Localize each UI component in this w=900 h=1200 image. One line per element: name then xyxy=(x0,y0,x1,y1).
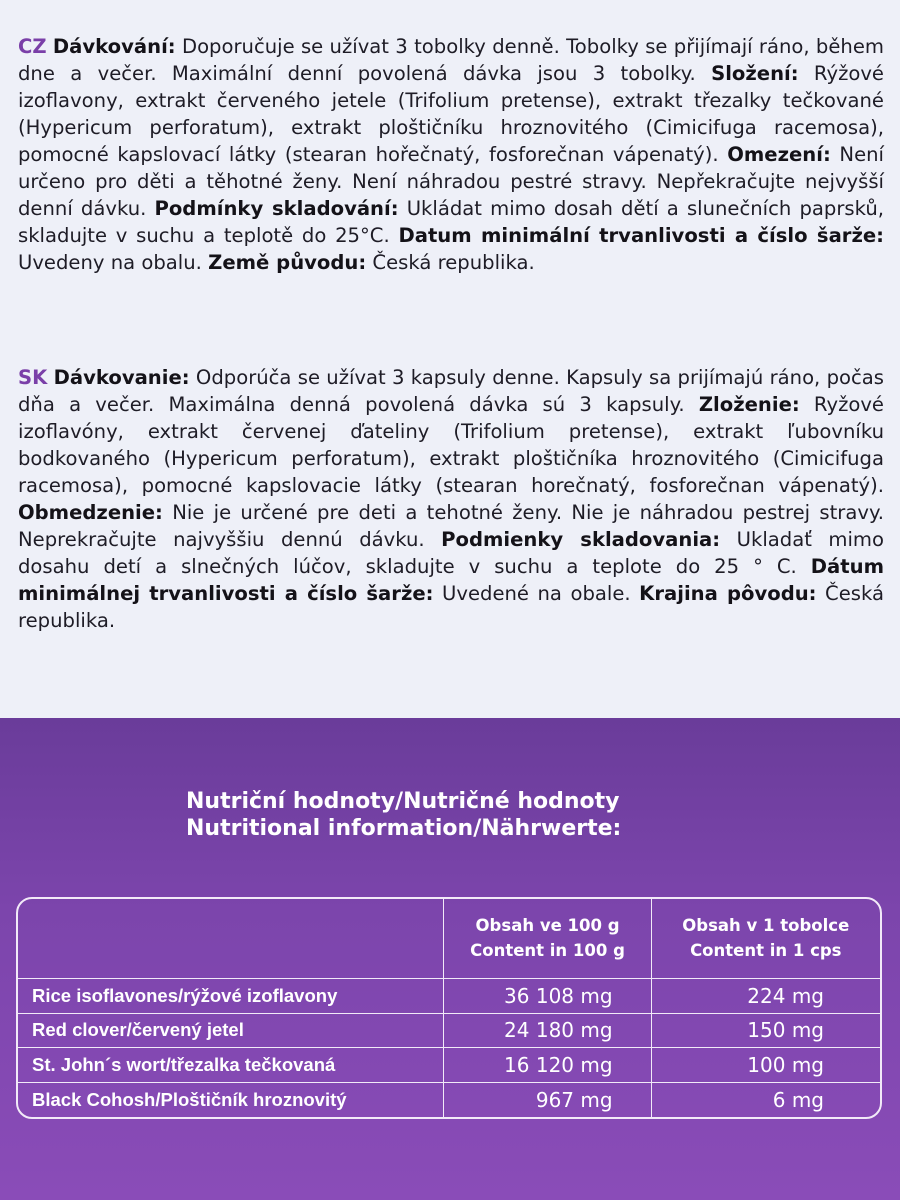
value-per-capsule: 6 mg xyxy=(651,1082,880,1117)
section-heading: Podmínky skladování: xyxy=(154,197,399,220)
section-text: Není určeno pro děti a těhotné ženy. Není náhradou pestré stravy. Nepřekračujte nejvyšší denní dávku. xyxy=(18,143,884,220)
value-per-100g: 967 mg xyxy=(444,1082,651,1117)
nutrition-title-line2: Nutritional information/Nährwerte: xyxy=(186,816,622,841)
ingredient-name: Black Cohosh/Ploštičník hroznovitý xyxy=(18,1082,444,1117)
section-text: Rýžové izoflavony, extrakt červeného jetele (Trifolium pretense), extrakt třezalky tečkované (Hypericum perforatum), extrakt ploštičníku hroznovitého (Cimicifuga racemosa), pomocné kapslovací látky (stearan hořečnatý, fosforečnan vápenatý). xyxy=(18,62,884,166)
section-heading: Omezení: xyxy=(727,143,831,166)
table-row xyxy=(18,978,880,1013)
section-text: Ryžové izoflavóny, extrakt červenej ďateliny (Trifolium pretense), extrakt ľubovníku bodkovaného (Hypericum perforatum), extrakt ploštičníka hroznovitého (Cimicifuga racemosa), pomocné kapslovacie látky (stearan horečnatý, fosforečnan vápenatý). xyxy=(18,393,884,497)
value-per-capsule: 150 mg xyxy=(651,1013,880,1048)
header-empty-cell xyxy=(18,899,444,978)
section-text: Uvedeny na obalu. xyxy=(18,251,209,274)
section-heading: Země původu: xyxy=(208,251,367,274)
section-heading: Podmienky skladovania: xyxy=(441,528,721,551)
sk-paragraph xyxy=(18,364,884,634)
table-row xyxy=(18,1013,880,1048)
section-heading: Obmedzenie: xyxy=(18,501,163,524)
table-row xyxy=(18,1082,880,1117)
cz-language-code: CZ xyxy=(18,35,47,58)
value-per-100g: 16 120 mg xyxy=(444,1048,651,1083)
sk-text xyxy=(18,366,884,632)
section-heading: Složení: xyxy=(711,62,799,85)
section-text: Uvedené na obale. xyxy=(433,582,640,605)
section-heading: Dávkovanie: xyxy=(53,366,190,389)
header-per-capsule-line1: Obsah v 1 tobolce xyxy=(682,916,850,936)
section-heading: Dávkování: xyxy=(52,35,176,58)
section-text: Česká republika. xyxy=(366,251,535,274)
header-per-capsule xyxy=(651,899,880,978)
ingredient-name: Red clover/červený jetel xyxy=(18,1013,444,1048)
section-heading: Krajina pôvodu: xyxy=(639,582,817,605)
section-heading: Dátum minimálnej trvanlivosti a číslo šarže: xyxy=(18,555,884,605)
ingredient-name: St. John´s wort/třezalka tečkovaná xyxy=(18,1048,444,1083)
header-per-capsule-line2: Content in 1 cps xyxy=(690,941,842,961)
value-per-100g: 24 180 mg xyxy=(444,1013,651,1048)
section-text: Ukladať mimo dosahu detí a slnečných lúčov, skladujte v suchu a teplote do 25 ° C. xyxy=(18,528,885,578)
sk-language-code: SK xyxy=(18,366,48,389)
cz-paragraph xyxy=(18,33,884,276)
header-per-100g-line2: Content in 100 g xyxy=(470,941,625,961)
cz-text xyxy=(18,35,884,274)
section-heading: Datum minimální trvanlivosti a číslo šarže: xyxy=(398,224,884,247)
value-per-100g: 36 108 mg xyxy=(444,978,651,1013)
section-text: Odporúča se užívat 3 kapsuly denne. Kapsuly sa prijímajú ráno, počas dňa a večer. Maximálna denná povolená dávka sú 3 kapsuly. xyxy=(18,366,884,416)
ingredient-name: Rice isoflavones/rýžové izoflavony xyxy=(18,978,444,1013)
section-heading: Zloženie: xyxy=(698,393,800,416)
header-per-100g-line1: Obsah ve 100 g xyxy=(475,916,620,936)
table-row xyxy=(18,1048,880,1083)
table-header-row xyxy=(18,899,880,978)
value-per-capsule: 224 mg xyxy=(651,978,880,1013)
nutrition-title xyxy=(186,788,621,842)
nutrition-table xyxy=(16,897,882,1119)
nutrition-title-line1: Nutriční hodnoty/Nutričné hodnoty xyxy=(186,789,620,814)
value-per-capsule: 100 mg xyxy=(651,1048,880,1083)
section-text: Česká republika. xyxy=(18,582,885,632)
section-text: Ukládat mimo dosah dětí a slunečních paprsků, skladujte v suchu a teplotě do 25°C. xyxy=(18,197,884,247)
header-per-100g xyxy=(444,899,651,978)
section-text: Nie je určené pre deti a tehotné ženy. Nie je náhradou pestrej stravy. Neprekračujte najvyššiu dennú dávku. xyxy=(18,501,884,551)
section-text: Doporučuje se užívat 3 tobolky denně. Tobolky se přijímají ráno, během dne a večer. Maximální denní povolená dávka jsou 3 tobolky. xyxy=(18,35,884,85)
